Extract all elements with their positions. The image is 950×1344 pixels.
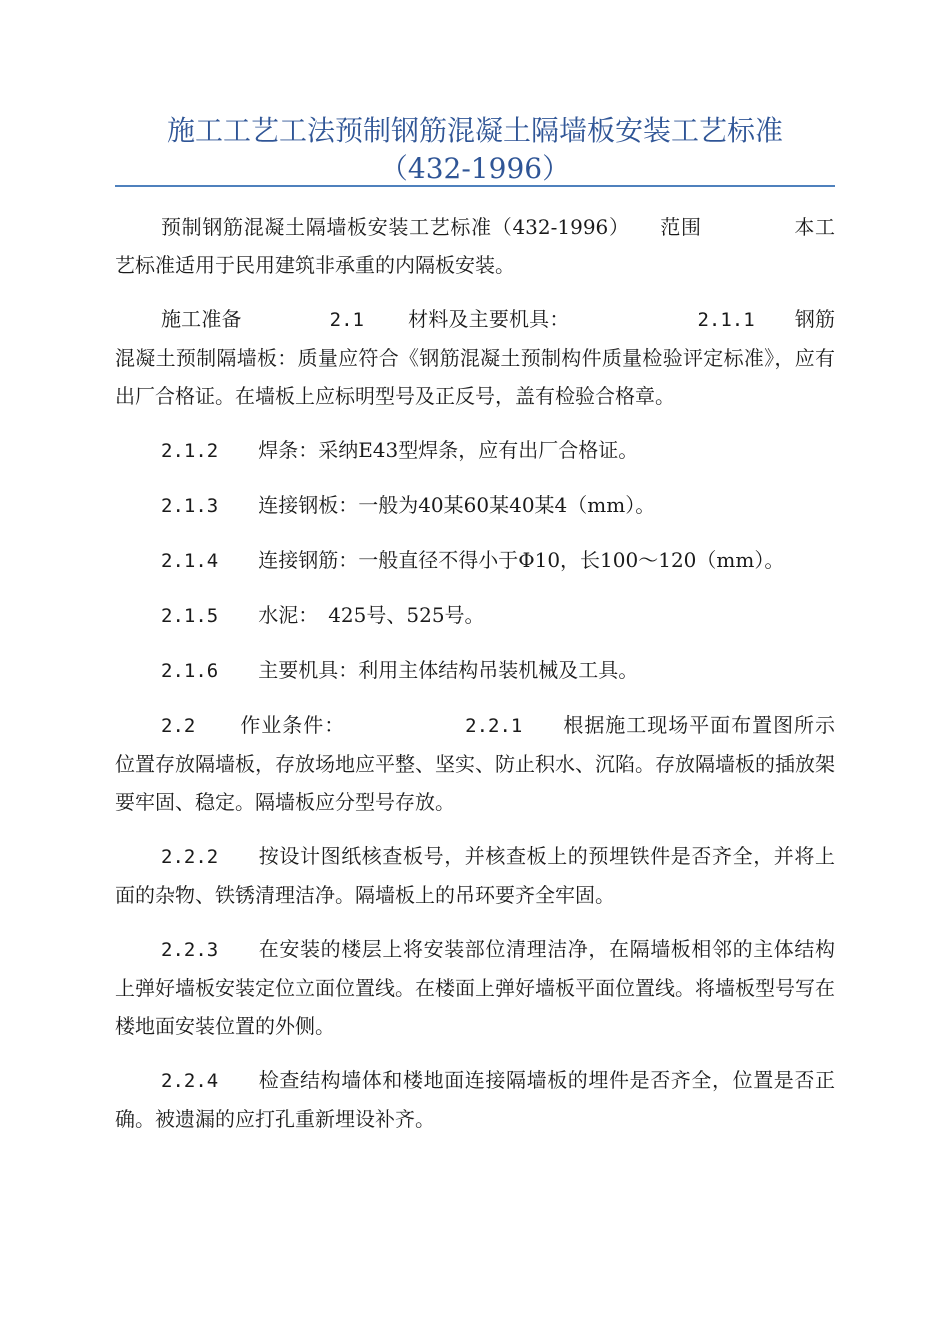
section-number: 2.1.6 (161, 660, 219, 682)
section-number: 2.1.4 (161, 550, 219, 572)
section-heading-materials: 材料及主要机具： (408, 307, 570, 331)
section-number: 2.1.5 (161, 605, 219, 627)
title-line-1: 施工工艺工法预制钢筋混凝土隔墙板安装工艺标准 (166, 114, 783, 147)
document-body (115, 208, 835, 1154)
document-title (115, 112, 835, 188)
paragraph-text: 水泥： 425号、525号。 (258, 603, 485, 627)
paragraph-text: 根据施工现场平面布置图所示位置存放隔墙板，存放场地应平整、坚实、防止积水、沉陷。存放隔墙板的插放架要牢固、稳定。隔墙板应分型号存放。 (115, 713, 836, 814)
paragraph-text: 焊条：采纳E43型焊条，应有出厂合格证。 (258, 438, 639, 462)
section-number: 2.2.2 (161, 846, 219, 868)
paragraph-text: 主要机具：利用主体结构吊装机械及工具。 (258, 658, 639, 682)
paragraph-text: 在安装的楼层上将安装部位清理洁净，在隔墙板相邻的主体结构上弹好墙板安装定位立面位置线。在楼面上弹好墙板平面位置线。将墙板型号写在楼地面安装位置的外侧。 (115, 937, 835, 1038)
paragraph-2-2 (115, 706, 835, 821)
paragraph-2-1-6 (115, 651, 835, 690)
paragraph-preparation (115, 300, 835, 415)
paragraph-2-2-2 (115, 837, 835, 914)
section-number: 2.2.4 (161, 1070, 219, 1092)
paragraph-text: 预制钢筋混凝土隔墙板安装工艺标准（432-1996） (161, 215, 630, 239)
paragraph-2-1-4 (115, 541, 835, 580)
paragraph-text: 连接钢筋：一般直径不得小于Φ10，长100～120（mm）。 (258, 548, 785, 572)
section-number: 2.1.1 (697, 309, 755, 331)
paragraph-2-1-2 (115, 431, 835, 470)
paragraph-2-2-4 (115, 1061, 835, 1138)
paragraph-text: 按设计图纸核查板号，并核查板上的预埋铁件是否齐全，并将上面的杂物、铁锈清理洁净。隔墙板上的吊环要齐全牢固。 (115, 844, 835, 907)
title-line-2: （432-1996） (379, 152, 571, 185)
paragraph-2-1-3 (115, 486, 835, 525)
section-number: 2.1.2 (161, 440, 219, 462)
section-heading-conditions: 作业条件： (239, 713, 346, 737)
section-number: 2.2.3 (161, 939, 219, 961)
section-heading-scope: 范围 (659, 215, 702, 239)
paragraph-2-1-5 (115, 596, 835, 635)
paragraph-text: 本工艺标准适用于民用建筑非承重的内隔板安装。 (115, 215, 836, 277)
paragraph-scope (115, 208, 835, 284)
section-number: 2.1 (329, 309, 364, 331)
paragraph-text: 连接钢板：一般为40某60某40某4（mm）。 (258, 493, 656, 517)
section-number: 2.1.3 (161, 495, 219, 517)
section-number: 2.2 (161, 715, 196, 737)
section-heading-preparation: 施工准备 (161, 307, 242, 331)
paragraph-text: 检查结构墙体和楼地面连接隔墙板的埋件是否齐全，位置是否正确。被遗漏的应打孔重新埋设补齐。 (115, 1068, 835, 1131)
paragraph-text: 钢筋混凝土预制隔墙板：质量应符合《钢筋混凝土预制构件质量检验评定标准》，应有出厂合格证。在墙板上应标明型号及正反号，盖有检验合格章。 (115, 307, 836, 408)
paragraph-2-2-3 (115, 930, 835, 1045)
section-number: 2.2.1 (465, 715, 523, 737)
title-underline (115, 185, 835, 187)
